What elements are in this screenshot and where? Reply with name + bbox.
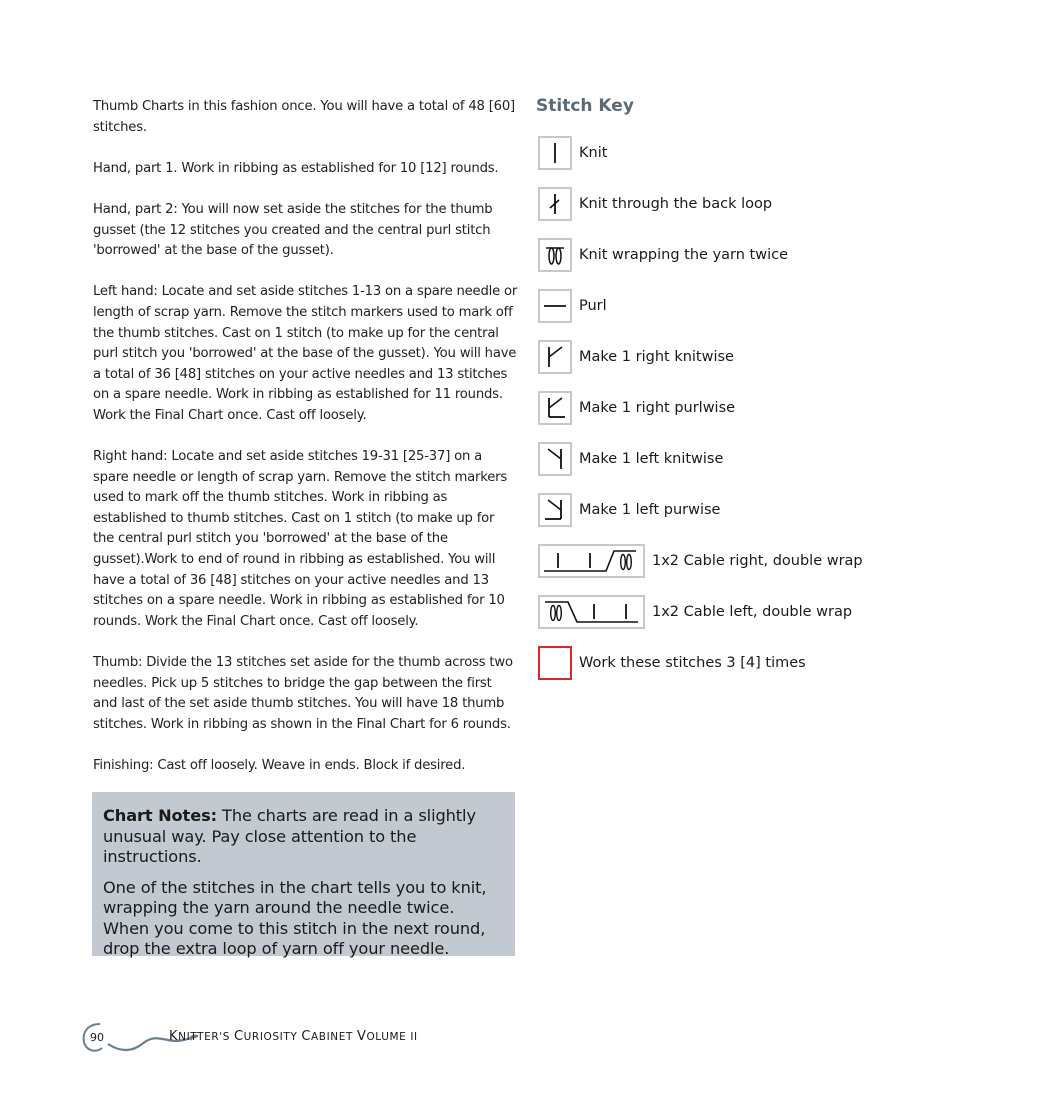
key-item-knit-tbl	[538, 185, 772, 223]
m1r-knitwise-symbol-icon	[538, 340, 572, 374]
key-label: Knit wrapping the yarn twice	[579, 247, 789, 263]
key-item-cable-right	[538, 542, 863, 580]
key-label: Knit through the back loop	[579, 196, 773, 212]
m1r-purlwise-symbol-icon	[538, 391, 572, 425]
key-label: Knit	[579, 145, 608, 161]
key-item-m1r-purlwise	[538, 389, 735, 427]
running-head-part: V	[356, 1029, 367, 1044]
key-item-purl	[538, 287, 607, 325]
chart-notes-heading: Chart Notes:	[103, 806, 217, 825]
key-item-cable-left	[538, 593, 852, 631]
key-item-m1r-knitwise	[538, 338, 734, 376]
instructions-column	[93, 97, 518, 797]
chart-notes-box	[92, 792, 515, 956]
key-item-knit	[538, 134, 607, 172]
running-head-part: C	[233, 1029, 244, 1044]
paragraph-left-hand: Left hand: Locate and set aside stitches 1-13 on a spare needle or length of scrap yarn. Remove the stitch markers used to mark off the thumb stitches. Cast on 1 stitch (to make up for the central purl stitch you 'borrowed' at the base of the gusset). You will have a total of 36 [48] stitches on your active needles and 13 stitches on a spare needle. Work in ribbing as established for 11 rounds. Work the Final Chart once. Cast off loosely.	[93, 284, 518, 423]
chart-notes-text-1: The charts are read in a slightly unusual way. Pay close attention to the instructions.	[103, 806, 476, 866]
running-head-part: URIOSITY	[243, 1031, 302, 1043]
key-label: Make 1 left purwise	[579, 502, 721, 518]
key-label: Work these stitches 3 [4] times	[579, 655, 806, 671]
running-head-part: ABINET	[311, 1031, 357, 1043]
key-label: 1x2 Cable left, double wrap	[652, 604, 853, 620]
red-repeat-box-icon	[538, 646, 572, 680]
key-item-m1l-knitwise	[538, 440, 723, 478]
key-label: Make 1 left knitwise	[579, 451, 724, 467]
key-item-m1l-purlwise	[538, 491, 720, 529]
chart-notes-text-2: One of the stitches in the chart tells you to knit, wrapping the yarn around the needle twice. When you come to this stitch in the next round, drop the extra loop of yarn off your needle.	[103, 877, 487, 958]
running-head-part: C	[301, 1029, 311, 1044]
running-head	[169, 1029, 418, 1044]
paragraph-right-hand: Right hand: Locate and set aside stitches 19-31 [25-37] on a spare needle or length of scrap yarn. Remove the stitch markers used to mark off the thumb stitches. Work in ribbing as established to thumb stitches. Cast on 1 stitch (to make up for the central purl stitch you 'borrowed' at the base of the gusset).Work to end of round in ribbing as established. You will have a total of 36 [48] stitches on your active needles and 13 stitches on a spare needle. Work in ribbing as established for 10 rounds. Work the Final Chart once. Cast off loosely.	[93, 449, 508, 629]
paragraph-thumb: Thumb: Divide the 13 stitches set aside for the thumb across two needles. Pick up 5 stitches to bridge the gap between the first and last of the set aside thumb stitches. You will have 18 thumb stitches. Work in ribbing as shown in the Final Chart for 6 rounds.	[93, 655, 513, 732]
paragraph-finishing: Finishing: Cast off loosely. Weave in ends. Block if desired.	[93, 758, 466, 773]
cable-left-symbol-icon	[538, 595, 645, 629]
stitch-key-title: Stitch Key	[536, 96, 634, 116]
key-label: Make 1 right knitwise	[579, 349, 734, 365]
key-item-repeat	[538, 644, 806, 682]
key-label: Purl	[579, 298, 607, 314]
paragraph-thumb-charts: Thumb Charts in this fashion once. You will have a total of 48 [60] stitches.	[93, 99, 515, 135]
paragraph-hand-part-2: Hand, part 2: You will now set aside the stitches for the thumb gusset (the 12 stitches you created and the central purl stitch 'borrowed' at the base of the gusset).	[93, 201, 493, 259]
knit-tbl-symbol-icon	[538, 187, 572, 221]
m1l-purlwise-symbol-icon	[538, 493, 572, 527]
paragraph-hand-part-1: Hand, part 1. Work in ribbing as established for 10 [12] rounds.	[93, 160, 499, 176]
cable-right-symbol-icon	[538, 544, 645, 578]
key-label: 1x2 Cable right, double wrap	[652, 553, 863, 569]
key-item-knit-double-wrap	[538, 236, 788, 274]
key-label: Make 1 right purlwise	[579, 400, 736, 416]
knit-double-wrap-symbol-icon	[538, 238, 572, 272]
running-head-part: K	[169, 1029, 179, 1044]
running-head-part: OLUME II	[366, 1031, 418, 1043]
knit-symbol-icon	[538, 136, 572, 170]
chart-notes-paragraph-1	[103, 806, 503, 868]
m1l-knitwise-symbol-icon	[538, 442, 572, 476]
page-number: 90	[90, 1031, 104, 1044]
purl-symbol-icon	[538, 289, 572, 323]
running-head-part: NITTER'S	[178, 1031, 234, 1043]
